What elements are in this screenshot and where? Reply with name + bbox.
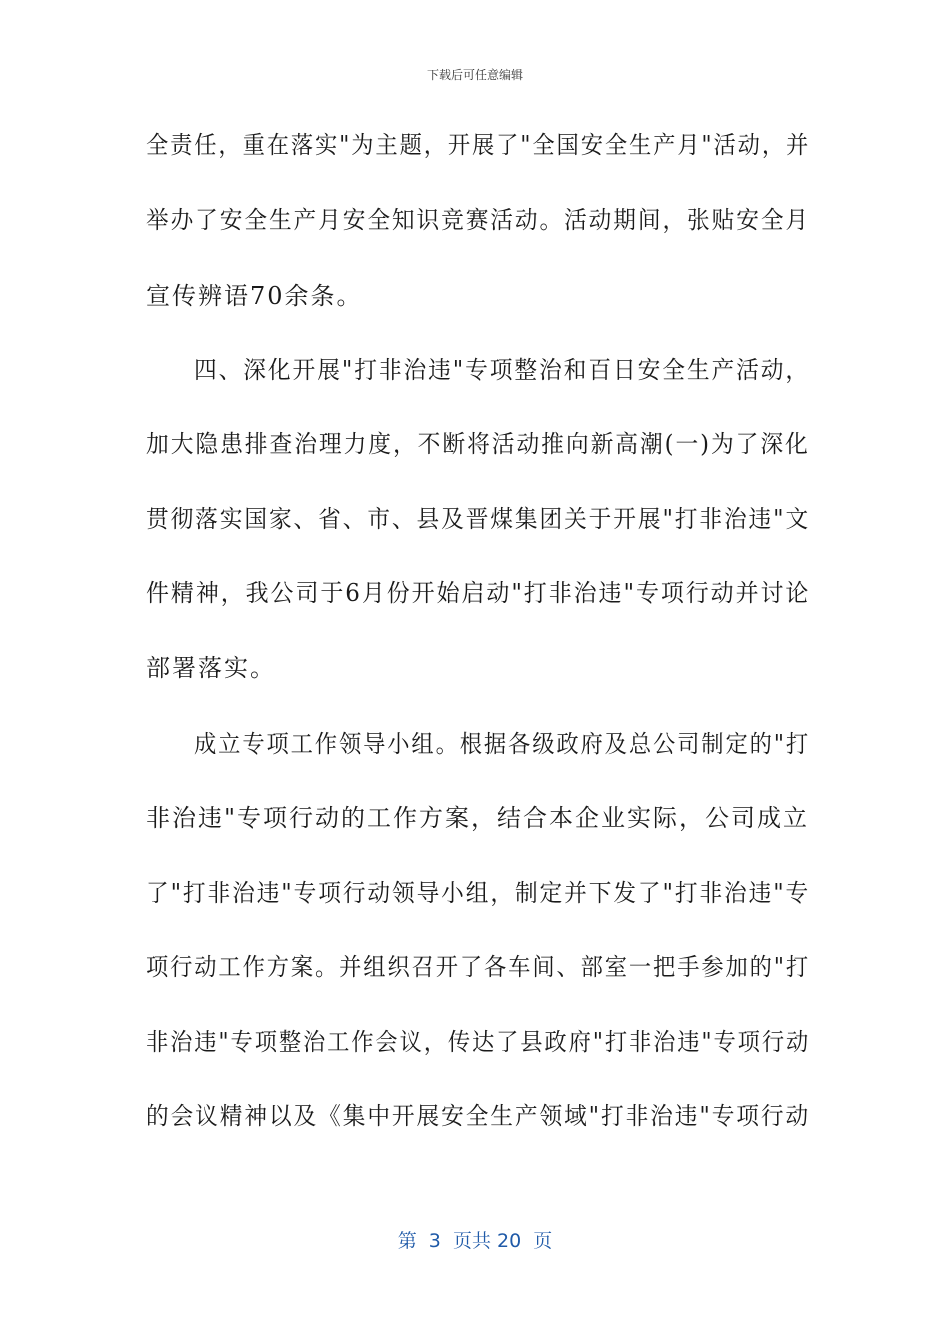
text-line: 了"打非治违"专项行动领导小组，制定并下发了"打非治违"专: [146, 879, 811, 907]
page-number-footer: 第 3 页共 20 页: [397, 1230, 553, 1252]
text-line: 宣传辨语70余条。: [146, 282, 363, 310]
paragraph-first-line: 成立专项工作领导小组。根据各级政府及总公司制定的"打: [194, 730, 811, 758]
text-line: 贯彻落实国家、省、市、县及晋煤集团关于开展"打非治违"文: [146, 505, 811, 533]
paragraph-first-line: 四、深化开展"打非治违"专项整治和百日安全生产活动，: [194, 356, 811, 384]
text-line: 件精神，我公司于6月份开始启动"打非治违"专项行动并讨论: [146, 579, 811, 607]
text-line: 项行动工作方案。并组织召开了各车间、部室一把手参加的"打: [146, 953, 811, 981]
text-line: 部署落实。: [146, 654, 276, 682]
text-line: 非治违"专项整治工作会议，传达了县政府"打非治违"专项行动: [146, 1028, 811, 1056]
page-header: 下载后可任意编辑: [426, 68, 523, 82]
text-line: 加大隐患排查治理力度，不断将活动推向新高潮(一)为了深化: [146, 430, 810, 458]
text-line: 举办了安全生产月安全知识竞赛活动。活动期间，张贴安全月: [146, 206, 810, 234]
text-line: 非治违"专项行动的工作方案，结合本企业实际，公司成立: [146, 804, 810, 832]
text-line: 的会议精神以及《集中开展安全生产领域"打非治违"专项行动: [146, 1102, 811, 1130]
text-line: 全责任，重在落实"为主题，开展了"全国安全生产月"活动，并: [146, 131, 811, 159]
